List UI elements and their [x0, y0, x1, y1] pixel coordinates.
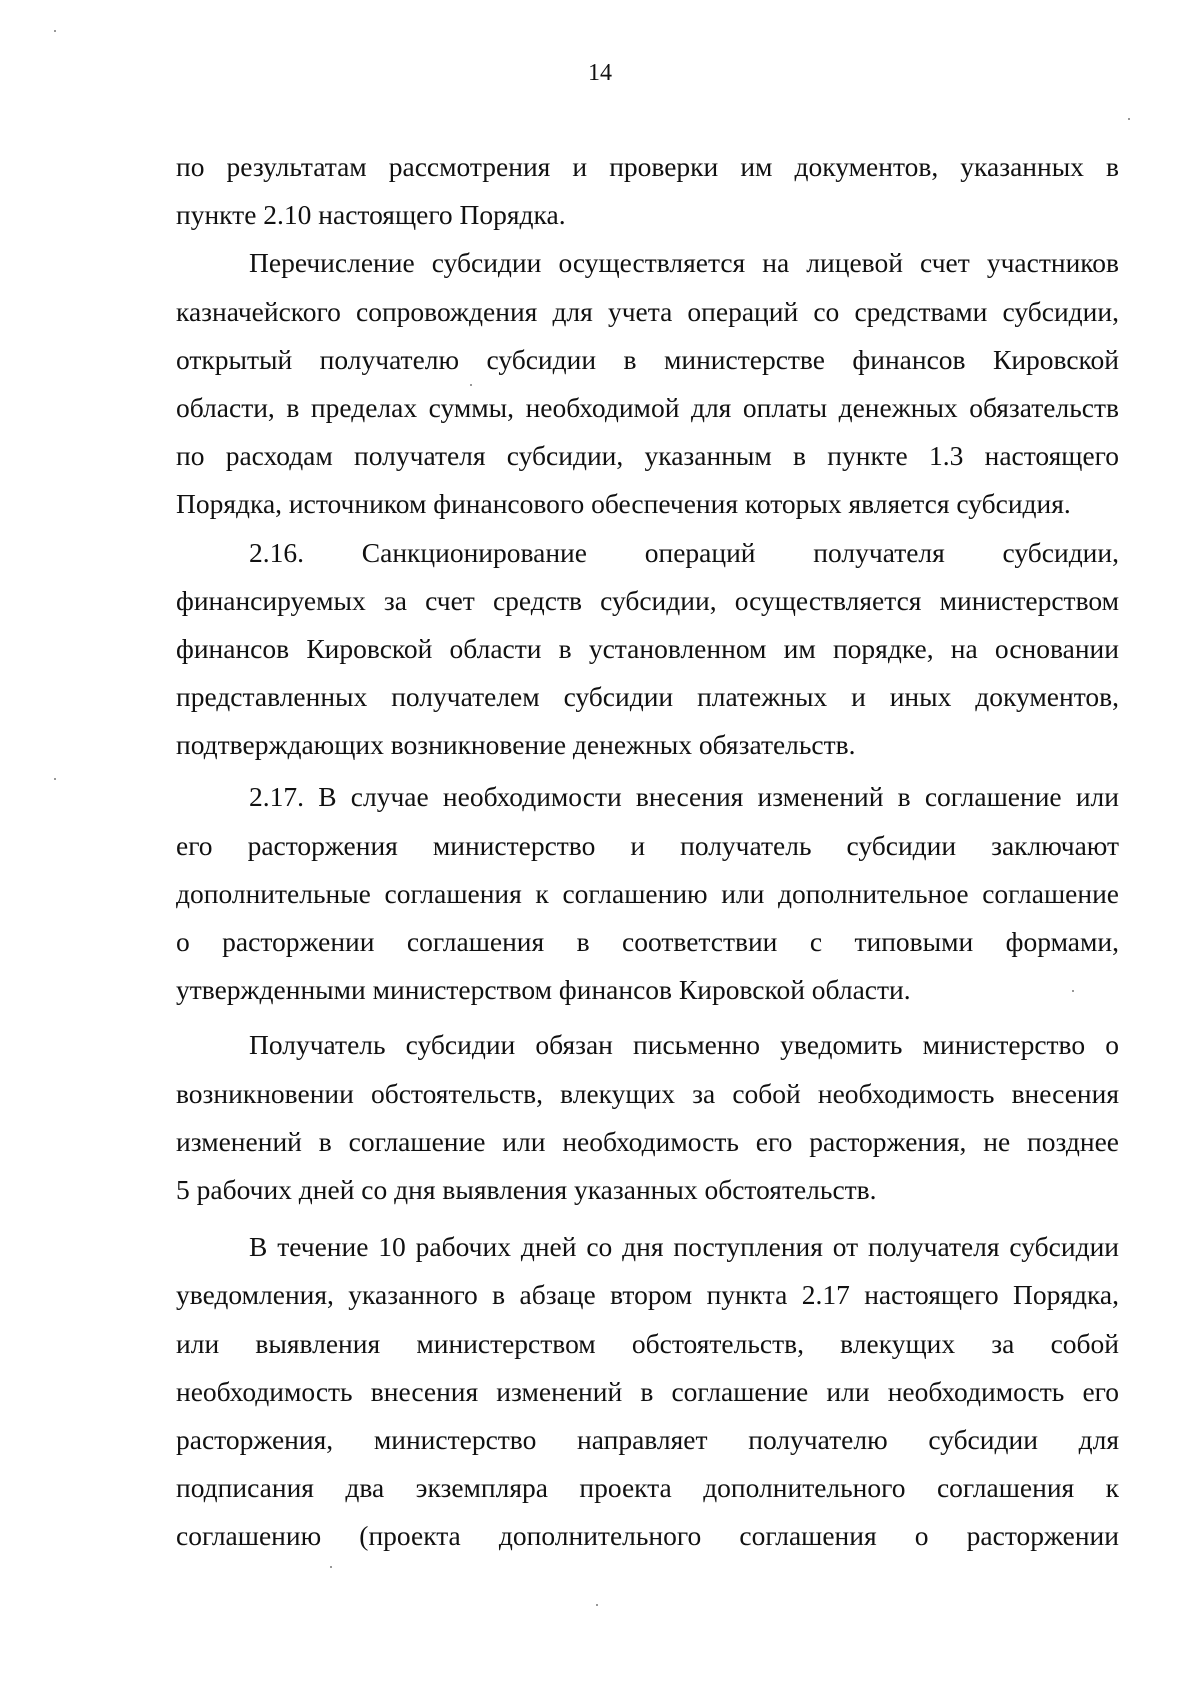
text-line: утвержденными министерством финансов Кировской области.: [176, 974, 911, 1006]
text-line: изменений в соглашение или необходимость его расторжения, не позднее: [176, 1125, 1119, 1157]
text-line: дополнительные соглашения к соглашению или дополнительное соглашение: [176, 877, 1119, 909]
paragraph-6: [176, 1223, 1119, 1560]
paragraph-4: [176, 773, 1119, 1014]
text-line: о расторжении соглашения в соответствии с типовыми формами,: [176, 926, 1119, 957]
paragraph-2: [176, 239, 1119, 528]
text-line: финансируемых за счет средств субсидии, осуществляется министерством: [176, 584, 1119, 616]
text-line: Получатель субсидии обязан письменно уведомить министерство о: [249, 1029, 1119, 1061]
text-line: необходимость внесения изменений в соглашение или необходимость его: [176, 1375, 1119, 1407]
text-line: Перечисление субсидии осуществляется на лицевой счет участников: [249, 247, 1119, 279]
text-line: или выявления министерством обстоятельств, влекущих за собой: [176, 1327, 1119, 1359]
scan-speck: [1072, 990, 1074, 992]
text-line: соглашению (проекта дополнительного соглашения о расторжении: [176, 1520, 1119, 1552]
scan-speck: [54, 30, 56, 32]
scan-speck: [330, 1566, 332, 1568]
scan-speck: [596, 1604, 598, 1606]
text-line: подтверждающих возникновение денежных обязательств.: [176, 729, 856, 761]
text-line: казначейского сопровождения для учета операций со средствами субсидии,: [176, 295, 1119, 327]
document-body: [176, 143, 1119, 1560]
text-line: уведомления, указанного в абзаце втором пункта 2.17 настоящего Порядка,: [176, 1279, 1119, 1311]
text-line: по расходам получателя субсидии, указанным в пункте 1.3 настоящего: [176, 440, 1119, 472]
text-line: возникновении обстоятельств, влекущих за собой необходимость внесения: [176, 1077, 1119, 1109]
text-line: подписания два экземпляра проекта дополнительного соглашения к: [176, 1472, 1119, 1504]
paragraph-5: [176, 1021, 1119, 1214]
text-line: В течение 10 рабочих дней со дня поступления от получателя субсидии: [249, 1231, 1119, 1263]
text-line: расторжения, министерство направляет получателю субсидии для: [176, 1423, 1119, 1455]
text-line: открытый получателю субсидии в министерстве финансов Кировской: [176, 343, 1119, 375]
scan-speck: [54, 778, 56, 780]
paragraph-3: [176, 529, 1119, 770]
text-line: 5 рабочих дней со дня выявления указанных обстоятельств.: [176, 1173, 877, 1205]
text-line: пункте 2.10 настоящего Порядка.: [176, 199, 566, 231]
scan-speck: [1128, 118, 1130, 120]
text-line: по результатам рассмотрения и проверки им документов, указанных в: [176, 151, 1119, 182]
page-number: 14: [588, 60, 612, 86]
text-line: финансов Кировской области в установленном им порядке, на основании: [176, 632, 1119, 664]
text-line: 2.16. Санкционирование операций получателя субсидии,: [249, 536, 1119, 568]
text-line: Порядка, источником финансового обеспечения которых является субсидия.: [176, 488, 1071, 520]
scan-speck: [470, 384, 472, 386]
text-line: области, в пределах суммы, необходимой для оплаты денежных обязательств: [176, 391, 1119, 423]
text-line: его расторжения министерство и получатель субсидии заключают: [176, 829, 1119, 861]
text-line: представленных получателем субсидии платежных и иных документов,: [176, 681, 1119, 713]
paragraph-1: [176, 143, 1119, 239]
text-line: 2.17. В случае необходимости внесения изменений в соглашение или: [249, 781, 1119, 813]
